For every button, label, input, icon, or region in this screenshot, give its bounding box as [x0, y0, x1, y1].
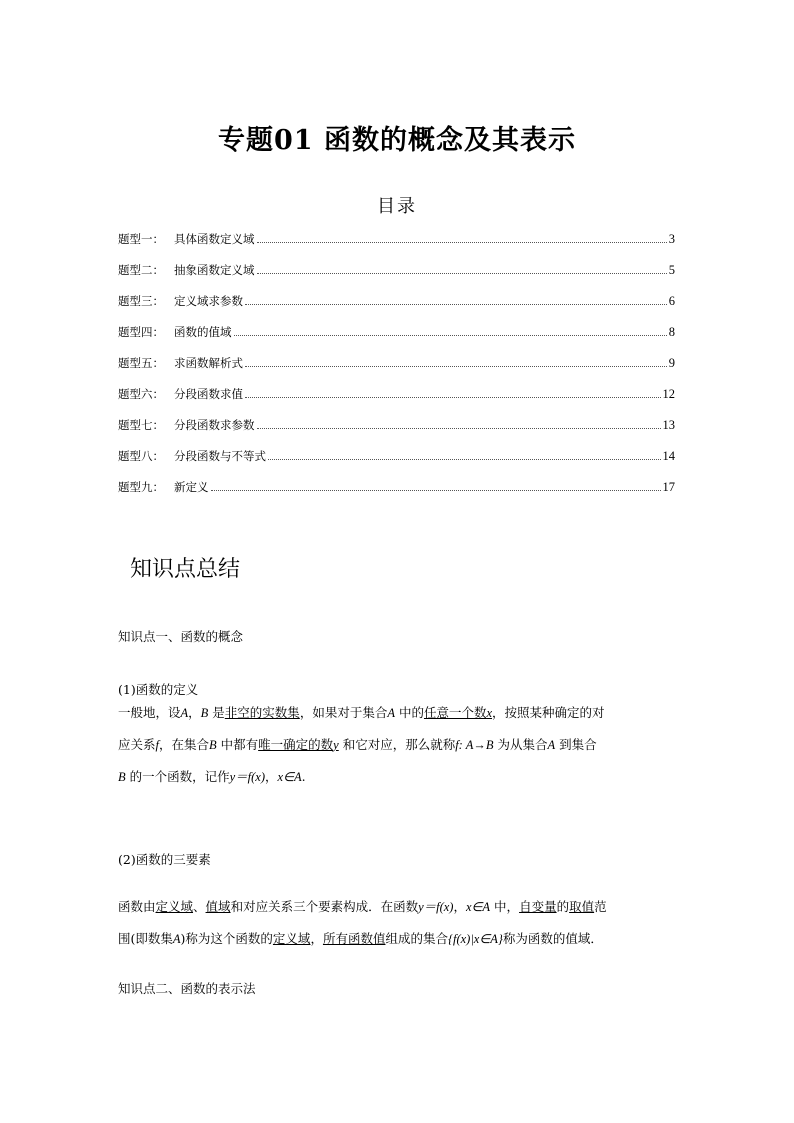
toc-text: 求函数解析式	[174, 356, 243, 370]
toc-text: 定义域求参数	[174, 294, 243, 308]
subsection-function-definition: (1)函数的定义	[118, 682, 199, 697]
subsection-three-elements: (2)函数的三要素	[118, 852, 211, 867]
section-heading: 知识点总结	[130, 557, 241, 582]
toc-entry-1[interactable]	[118, 231, 675, 262]
toc-text: 分段函数求值	[174, 387, 243, 401]
three-elements-line-1: 函数由定义域、值域和对应关系三个要素构成．在函数y＝f(x)，x∈A 中，自变量的取值范	[118, 899, 607, 914]
toc-entry-9[interactable]	[118, 479, 675, 510]
knowledge-point-1-title: 知识点一、函数的概念	[118, 629, 244, 644]
toc-text: 具体函数定义域	[174, 232, 255, 246]
toc-label: 题型四：	[118, 325, 164, 339]
toc-page-number: 12	[662, 387, 675, 401]
toc-page-number: 17	[662, 480, 675, 494]
toc-leader	[245, 366, 667, 367]
toc-leader	[268, 459, 661, 460]
toc-leader	[257, 428, 661, 429]
definition-line-3: B 的一个函数，记作y＝f(x)，x∈A.	[118, 769, 306, 784]
toc-label: 题型一：	[118, 232, 164, 246]
toc-page-number: 3	[668, 232, 675, 246]
toc-entry-2[interactable]	[118, 262, 675, 293]
toc-page-number: 13	[662, 418, 675, 432]
toc-label: 题型五：	[118, 356, 164, 370]
toc-page-number: 8	[668, 325, 675, 339]
toc-leader	[245, 304, 667, 305]
toc-entry-8[interactable]	[118, 448, 675, 479]
toc-page-number: 9	[668, 356, 675, 370]
definition-paragraph	[118, 697, 675, 793]
toc-entry-6[interactable]	[118, 386, 675, 417]
definition-line-2: 应关系f，在集合B 中都有唯一确定的数y 和它对应，那么就称f: A→B 为从集合A 到集合	[118, 737, 597, 752]
page-title: 专题01 函数的概念及其表示	[218, 125, 576, 156]
toc-entry-4[interactable]	[118, 324, 675, 355]
three-elements-line-2: 围(即数集A)称为这个函数的定义域，所有函数值组成的集合{f(x)|x∈A}称为函数的值域．	[118, 931, 603, 946]
toc-label: 题型二：	[118, 263, 164, 277]
table-of-contents	[118, 231, 675, 510]
toc-entry-3[interactable]	[118, 293, 675, 324]
three-elements-paragraph	[118, 891, 675, 955]
toc-page-number: 5	[668, 263, 675, 277]
toc-leader	[211, 490, 661, 491]
knowledge-point-2-title: 知识点二、函数的表示法	[118, 981, 256, 996]
toc-heading: 目录	[377, 196, 417, 217]
toc-label: 题型六：	[118, 387, 164, 401]
toc-text: 新定义	[174, 480, 209, 494]
toc-label: 题型八：	[118, 449, 164, 463]
toc-text: 分段函数与不等式	[174, 449, 266, 463]
toc-entry-7[interactable]	[118, 417, 675, 448]
toc-text: 函数的值域	[174, 325, 232, 339]
toc-entry-5[interactable]	[118, 355, 675, 386]
toc-text: 分段函数求参数	[174, 418, 255, 432]
toc-page-number: 6	[668, 294, 675, 308]
definition-line-1: 一般地，设A，B 是非空的实数集，如果对于集合A 中的任意一个数x，按照某种确定的对	[118, 705, 605, 720]
toc-leader	[257, 273, 667, 274]
toc-leader	[245, 397, 661, 398]
toc-leader	[257, 242, 667, 243]
toc-text: 抽象函数定义域	[174, 263, 255, 277]
toc-label: 题型七：	[118, 418, 164, 432]
toc-leader	[234, 335, 667, 336]
toc-page-number: 14	[662, 449, 675, 463]
toc-label: 题型三：	[118, 294, 164, 308]
toc-label: 题型九：	[118, 480, 164, 494]
